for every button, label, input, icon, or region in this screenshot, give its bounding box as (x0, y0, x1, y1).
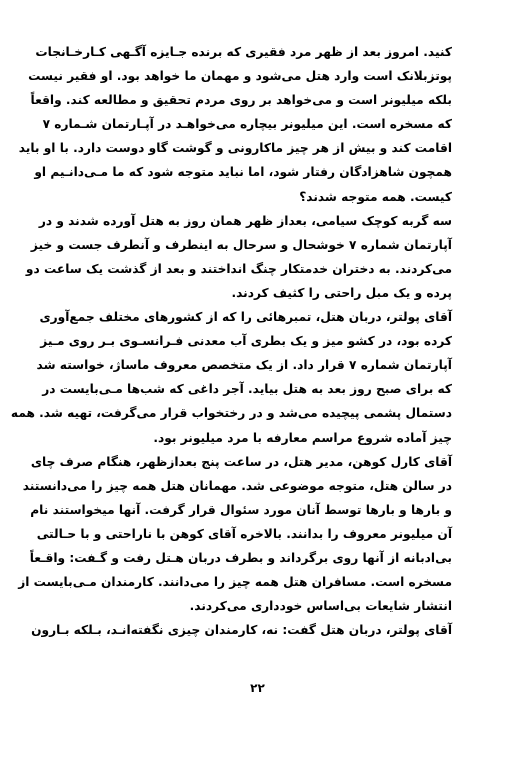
paragraph (25, 209, 452, 305)
text-line: مسخره است. مسافران هتل همه چیز را می‌دانند. کارمندان مـی‌بایست از (18, 575, 452, 590)
text-line: کیست. همه متوجه شدند؟ (299, 189, 452, 204)
text-line: اقامت کند و بیش از هر چیز ماکارونی و گوشت گاو دوست دارد. با او باید (18, 141, 452, 156)
paragraph (18, 40, 452, 209)
text-line: بی‌ادبانه از آنها روی برگرداند و بطرف دربان هـتل رفت و گـفت: واقـعاً (29, 550, 452, 565)
text-line: چیز آماده شروع مراسم معارفه با مرد میلیونر بود. (153, 430, 452, 445)
text-line: همچون شاهزادگان رفتار شود، اما نباید متوجه شود که ما مـی‌دانـیم او (34, 165, 452, 180)
text-line: که مسخره است. این میلیونر بیچاره می‌خواهـد در آپـارتمان شـماره ۷ (42, 117, 452, 132)
text-line: پرده و یک مبل راحتی را کثیف کردند. (231, 285, 452, 300)
text-line: پوتزبلانک است وارد هتل می‌شود و مهمان ما خواهد بود. او فقیر نیست (28, 69, 452, 84)
text-line: کرده بود، در کشو میز و یک بطری آب معدنی فـرانسـوی بـر روی مـیز (40, 334, 452, 349)
text-line: که برای صبح روز بعد به هتل بیاید. آجر داغی که شب‌ها مـی‌بایست در (42, 382, 452, 397)
text-line: در سالن هتل، متوجه موضوعی شد. مهمانان هتل همه چیز را می‌دانستند (22, 478, 452, 493)
text-line: دستمال پشمی پیچیده می‌شد و در رختخواب قرار می‌گرفت، تهیه شد. همه (10, 406, 452, 421)
text-line: آن میلیونر معروف را بدانند. بالاخره آقای کوهن با ناراحتی و با حـالتی (36, 526, 452, 541)
text-line: آقای کارل کوهن، مدیر هتل، در ساعت پنج بعدازظهر، هنگام صرف چای (30, 454, 452, 469)
text-line: بلکه میلیونر است و می‌خواهد بر روی مردم تحقیق و مطالعه کند. واقعاً (30, 93, 452, 108)
text-line: انتشار شایعات بی‌اساس خودداری می‌کردند. (189, 599, 452, 614)
text-line: آپارتمان شماره ۷ خوشحال و سرحال به اینطرف و آنطرف جست و خیز (30, 237, 452, 252)
paragraph (18, 450, 452, 619)
paragraph (31, 618, 452, 642)
page-number: ۲۲ (250, 681, 265, 695)
paragraph (10, 305, 452, 450)
text-line: سه گربه کوچک سیامی، بعداز ظهر همان روز به هتل آورده شدند و در (38, 213, 452, 228)
text-line: آقای پولتر، دربان هتل گفت: نه، کارمندان چیزی نگفته‌انـد، بـلکه بـارون (31, 623, 452, 638)
text-line: می‌کردند. به دختران خدمتکار چنگ انداختند و بعد از گذشت یک ساعت دو (25, 261, 452, 276)
text-line: و بارها و بارها توسط آنان مورد سئوال قرار گرفت. آنها میخواستند نام (30, 502, 452, 517)
text-line: آپارتمان شماره ۷ قرار داد. از یک متخصص معروف ماساژ، خواسته شد (36, 358, 452, 373)
page-body (10, 40, 452, 642)
text-line: آقای پولتر، دربان هتل، تمبرهائی را که از کشورهای مختلف جمع‌آوری (39, 310, 452, 325)
text-line: کنید. امروز بعد از ظهر مرد فقیری که برنده جـایزه آگـهی کـارخـانجات (35, 45, 452, 59)
